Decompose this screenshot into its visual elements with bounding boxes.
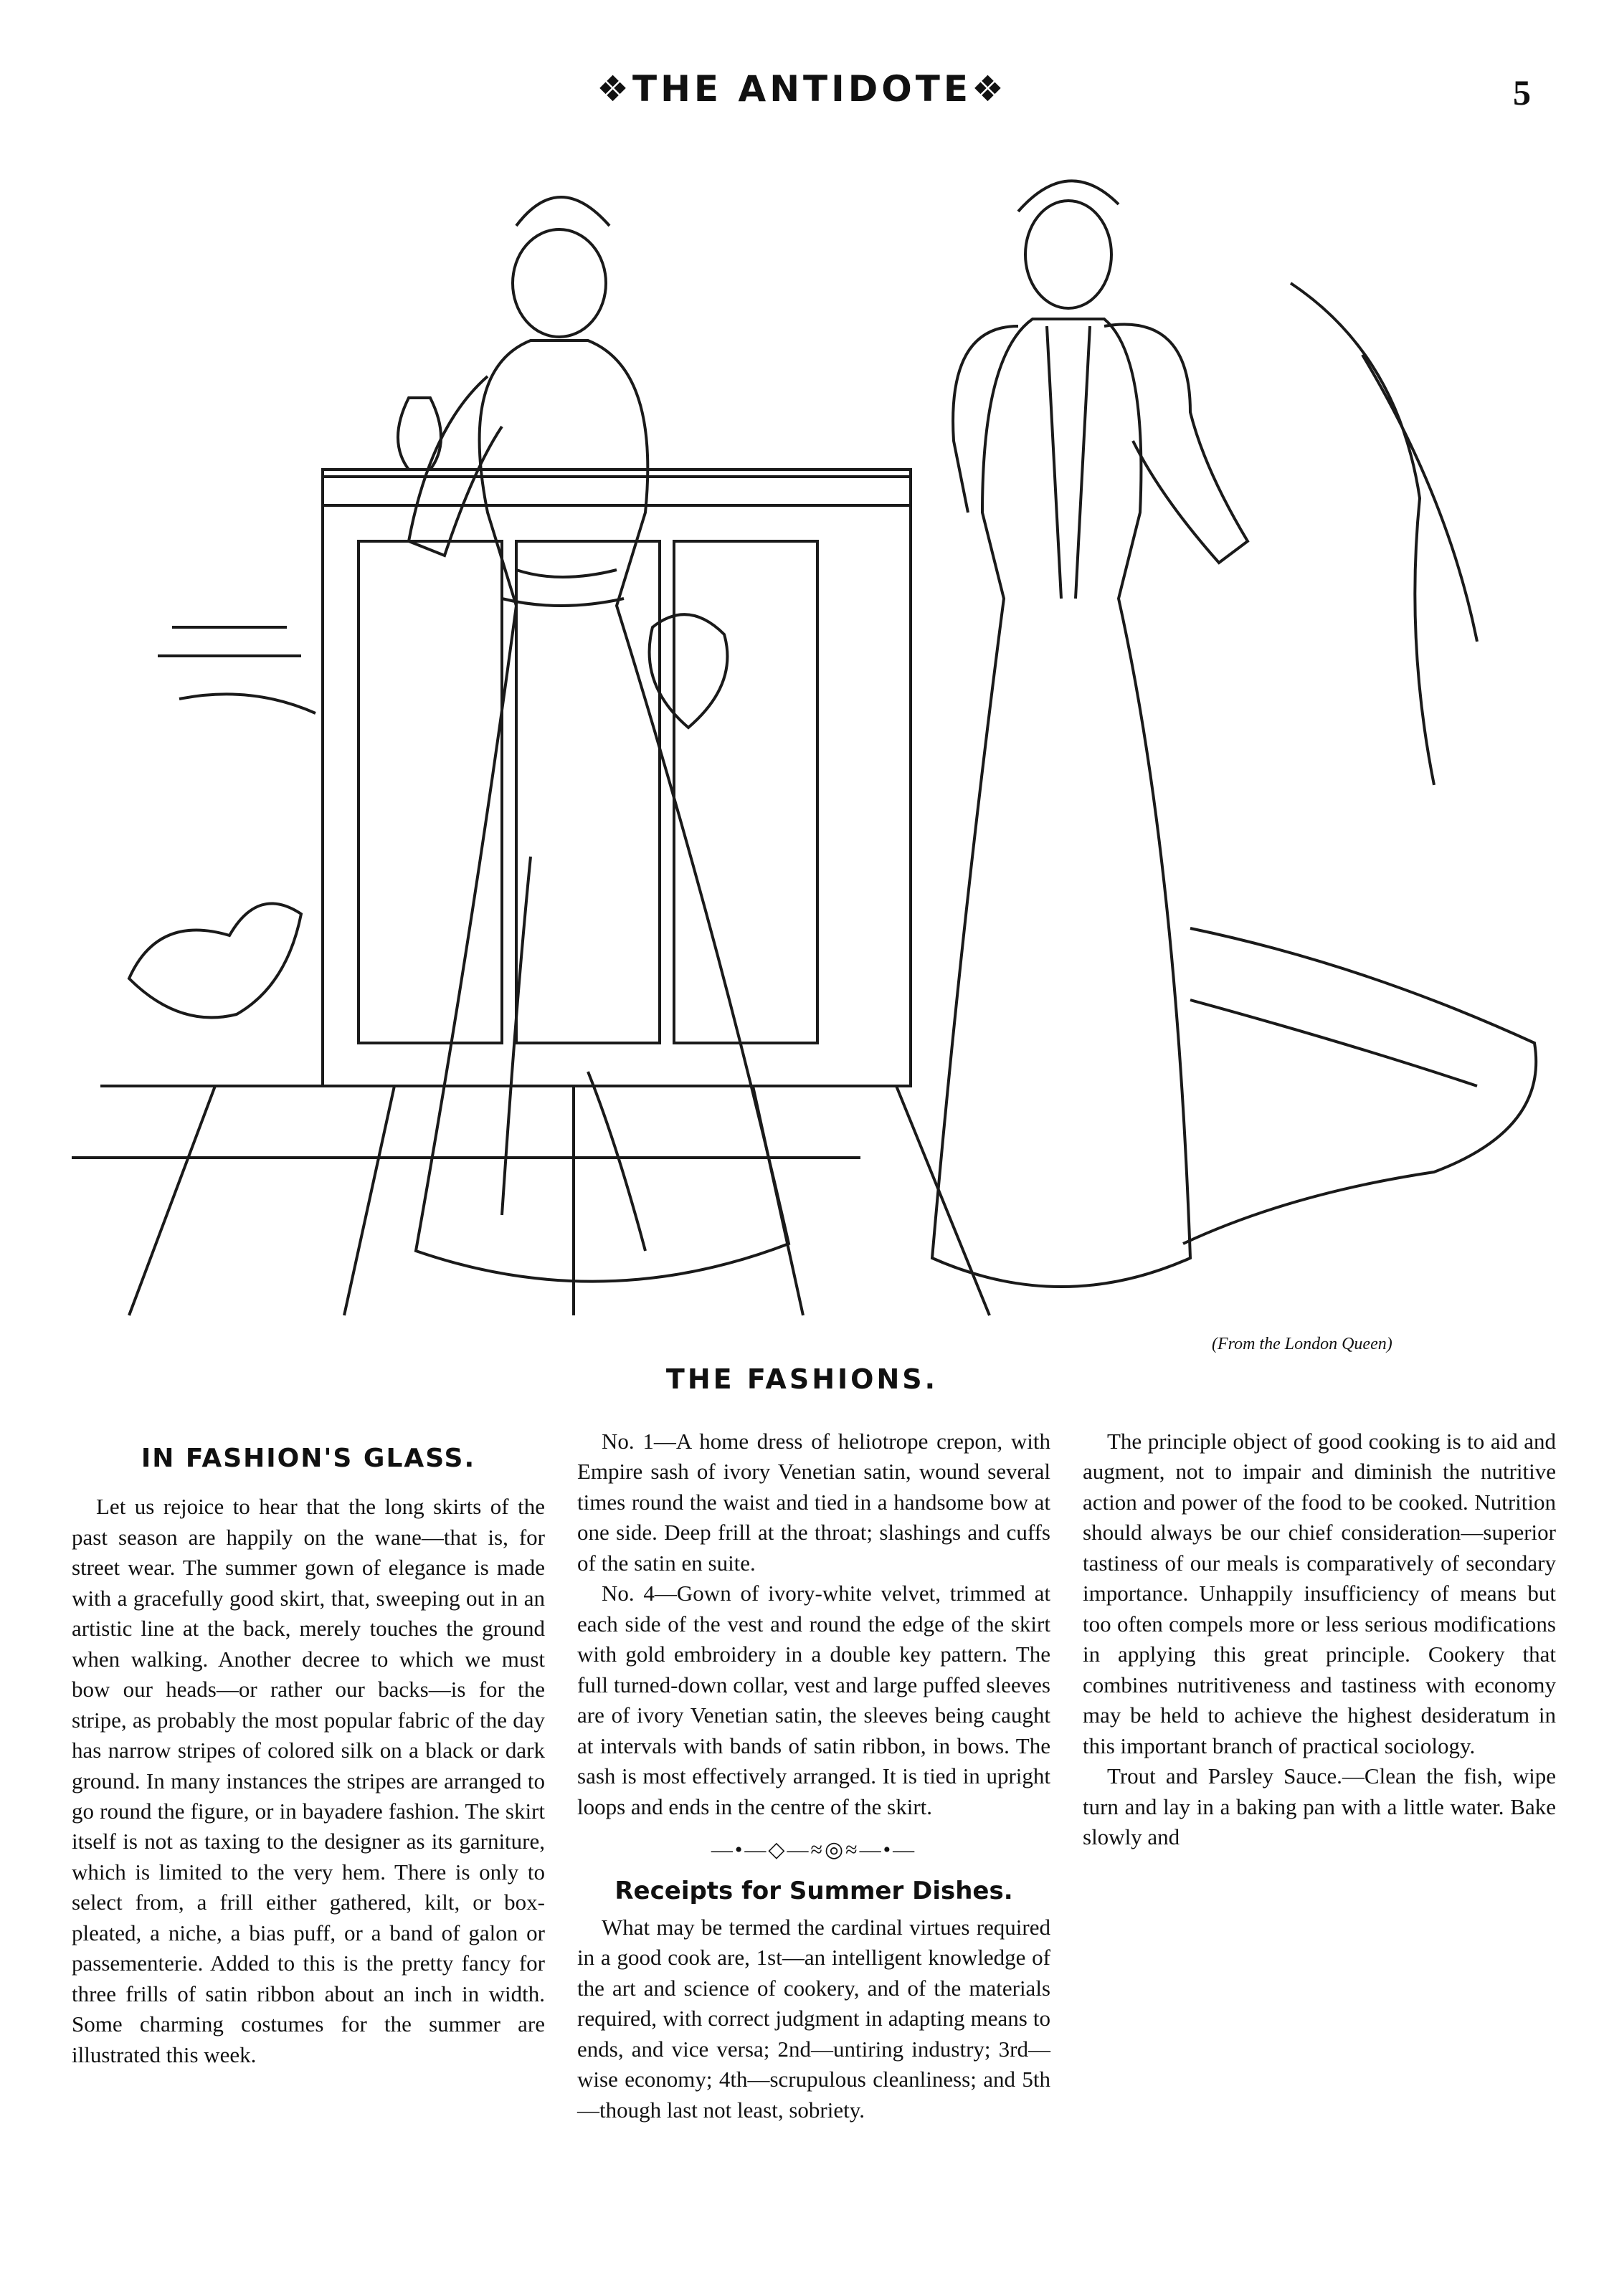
article1-column <box>72 1426 545 2070</box>
article1-paragraph: No. 4—Gown of ivory-white velvet, trimmed at each side of the vest and round the edge of the skirt with gold embroidery in a double key pattern. The full turned-down collar, vest and large puffed sleeves are of ivory Venetian satin, the sleeves being caught at intervals with bands of satin ribbon, in bows. The sash is most effectively arranged. It is tied in upright loops and ends in the centre of the skirt. <box>577 1581 1050 1819</box>
article1-paragraph: Let us rejoice to hear that the long skirts of the past season are happily on the wane—that is, for street wear. The summer gown of elegance is made with a gracefully good skirt, that, sweeping out in an artistic line at the back, merely touches the ground when walking. Another decree to which we must bow our heads—or rather our backs—is for the stripe, as probably the most popular fabric of the day has narrow stripes of colored silk on a black or dark ground. In many instances the stripes are arranged to go round the figure, or in bayadere fashion. The skirt itself is not as taxing to the designer as its garniture, which is limited to the very hem. There is only to select from, a frill either gathered, kilt, or box-pleated, a niche, a bias puff, or a band of galon or passementerie. Added to this is the pretty fancy for three frills of satin ribbon about an inch in width. Some charming costumes for the summer are illustrated this week. <box>72 1494 545 2067</box>
middle-column <box>577 1426 1050 2125</box>
article1-heading: IN FASHION'S GLASS. <box>141 1444 476 1473</box>
right-column <box>1083 1426 1556 1853</box>
illustration-credit: (From the London Queen) <box>1212 1335 1392 1353</box>
ornament-divider: —•—◇—≈◎≈—•— <box>711 1838 917 1862</box>
fashion-illustration <box>72 140 1563 1330</box>
article1-paragraph: No. 1—A home dress of heliotrope crepon, with Empire sash of ivory Venetian satin, wound several times round the waist and tied in a handsome bow at one side. Deep frill at the throat; slashings and cuffs of the satin en suite. <box>577 1429 1050 1576</box>
article2-paragraph: Trout and Parsley Sauce.—Clean the fish, wipe turn and lay in a baking pan with a little water. Bake slowly and <box>1083 1763 1556 1850</box>
illustration-caption: THE FASHIONS. <box>665 1363 939 1395</box>
article2-heading: Receipts for Summer Dishes. <box>614 1877 1013 1906</box>
article2-paragraph: What may be termed the cardinal virtues required in a good cook are, 1st—an intelligent knowledge of the art and science of cookery, and of the materials required, with correct judgment in adapting means to ends, and vice versa; 2nd—untiring industry; 3rd—wise economy; 4th—scrupulous cleanliness; and 5th—though last not least, sobriety. <box>577 1914 1050 2123</box>
masthead: ❖THE ANTIDOTE❖ <box>597 68 1007 110</box>
page-number: 5 <box>1513 72 1531 113</box>
article2-paragraph: The principle object of good cooking is to aid and augment, not to impair and diminish the nutritive action and power of the food to be cooked. Nutrition should always be our chief consideration—superior tastiness of our meals is comparatively of secondary importance. Unhappily insufficiency of means but too often compels more or less serious modifications in applying this great principle. Cookery that combines nutritiveness and tastiness with economy may be held to achieve the highest desideratum in this important branch of practical sociology. <box>1083 1429 1556 1758</box>
